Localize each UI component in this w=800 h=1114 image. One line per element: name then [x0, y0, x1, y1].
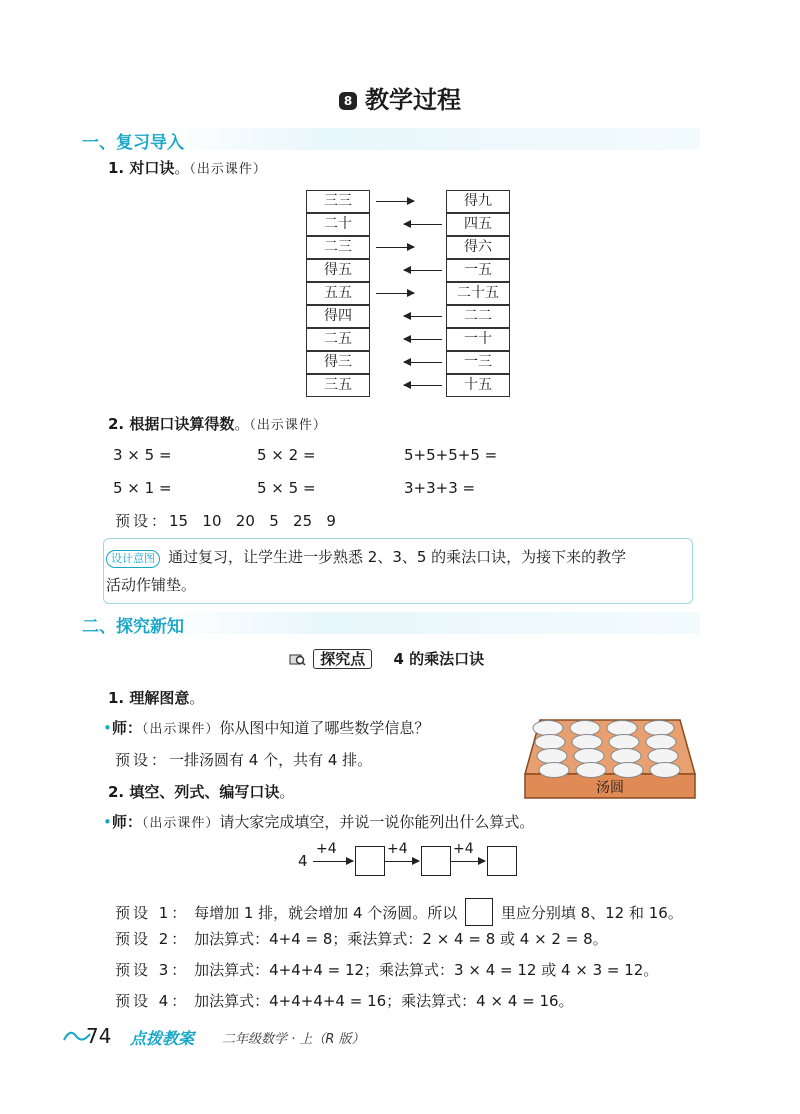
match-right-cell: 十五 [446, 374, 510, 397]
item-label: 1. 对口诀 [108, 159, 175, 177]
right-arrow-icon [376, 293, 414, 294]
page-title [0, 80, 800, 115]
left-arrow-icon [404, 316, 442, 317]
chain-step-label: +4 [453, 841, 474, 857]
step-label: 2. 填空、列式、编写口诀 [108, 783, 280, 801]
section-heading-review: 一、复习导入 [82, 133, 184, 153]
preset-text: 加法算式：4+4 = 8；乘法算式：2 × 4 = 8 或 4 × 2 = 8。 [194, 930, 608, 948]
item-note: （出示课件） [189, 162, 267, 177]
brand-logo: 点拨教案 [130, 1029, 195, 1048]
section-number-icon: 8 [339, 92, 357, 110]
magnifier-icon [288, 649, 306, 671]
preset-label: 预设 3： [115, 961, 190, 979]
item-period: 。 [174, 159, 190, 177]
tangyuan-ball [535, 735, 565, 750]
preset-text: 加法算式：4+4+4 = 12；乘法算式：3 × 4 = 12 或 4 × 3 = 12。 [194, 961, 659, 979]
right-arrow-icon [376, 201, 414, 202]
tangyuan-ball [537, 749, 567, 764]
calc-problem: 3 × 5 = [113, 446, 172, 464]
chain-step-label: +4 [316, 841, 337, 857]
preset-line [115, 960, 658, 980]
item-heading [108, 414, 327, 436]
left-arrow-icon [404, 339, 442, 340]
match-right-cell: 一十 [446, 328, 510, 351]
match-right-cell: 二十五 [446, 282, 510, 305]
answer-box [421, 846, 451, 876]
preset-line [115, 898, 683, 926]
match-left-cell: 三五 [306, 374, 370, 397]
step-period: 。 [189, 689, 205, 707]
preset-label: 预设： [115, 751, 170, 769]
teacher-text: 请大家完成填空，并说一说你能列出什么算式。 [219, 813, 535, 831]
item-period: 。 [234, 415, 250, 433]
tangyuan-ball [644, 721, 674, 736]
preset-answers [115, 510, 336, 531]
tangyuan-ball [574, 749, 604, 764]
tangyuan-ball [646, 735, 676, 750]
tangyuan-ball [539, 763, 569, 778]
bullet-icon: • [103, 813, 112, 831]
right-arrow-icon [376, 247, 414, 248]
calc-problem: 5 × 1 = [113, 479, 172, 497]
right-arrow-icon [451, 861, 485, 862]
match-left-cell: 二十 [306, 213, 370, 236]
page-title-text: 教学过程 [365, 86, 461, 114]
preset-label: 预设： [115, 512, 170, 530]
teacher-note: （出示课件） [141, 722, 220, 737]
match-right-cell: 一五 [446, 259, 510, 282]
teacher-line [103, 812, 534, 834]
preset-text: 加法算式：4+4+4+4 = 16；乘法算式：4 × 4 = 16。 [194, 992, 574, 1010]
step-period: 。 [279, 783, 295, 801]
preset-text: 里应分别填 8、12 和 16。 [500, 904, 683, 922]
match-left-cell: 得三 [306, 351, 370, 374]
tangyuan-ball [570, 721, 600, 736]
tangyuan-ball [611, 749, 641, 764]
teacher-label: 师： [111, 813, 142, 831]
preset-line [115, 991, 574, 1011]
left-arrow-icon [404, 270, 442, 271]
left-arrow-icon [404, 385, 442, 386]
calc-problem: 5 × 5 = [257, 479, 316, 497]
right-arrow-icon [313, 861, 353, 862]
match-left-cell: 五五 [306, 282, 370, 305]
preset-line [115, 929, 608, 949]
teacher-label: 师： [111, 719, 142, 737]
explore-title: 4 的乘法口诀 [393, 650, 485, 668]
tangyuan-ball [576, 763, 606, 778]
step-label: 1. 理解图意 [108, 689, 190, 707]
tangyuan-ball [613, 763, 643, 778]
match-left-cell: 二三 [306, 236, 370, 259]
left-arrow-icon [404, 362, 442, 363]
answer-box [487, 846, 517, 876]
preset-text: 每增加 1 排，就会增加 4 个汤圆。所以 [194, 904, 458, 922]
preset-label: 预设 2： [115, 930, 190, 948]
teacher-text: 你从图中知道了哪些数学信息？ [219, 719, 430, 737]
step-heading [108, 782, 294, 802]
tangyuan-box-image [520, 712, 700, 802]
design-intent-text-2: 活动作铺垫。 [106, 576, 197, 594]
preset-label: 预设 1： [115, 904, 190, 922]
left-arrow-icon [404, 224, 442, 225]
preset-line [115, 750, 372, 770]
match-right-cell: 得六 [446, 236, 510, 259]
item-label: 2. 根据口诀算得数 [108, 415, 235, 433]
match-right-cell: 一三 [446, 351, 510, 374]
calc-problem: 5+5+5+5 = [404, 446, 498, 464]
preset-text: 一排汤圆有 4 个，共有 4 排。 [169, 751, 373, 769]
book-title: 二年级数学 · 上（R 版） [222, 1032, 365, 1047]
step-heading [108, 688, 204, 708]
match-left-cell: 三三 [306, 190, 370, 213]
tangyuan-ball [650, 763, 680, 778]
chain-step-label: +4 [387, 841, 408, 857]
calc-problem: 3+3+3 = [404, 479, 476, 497]
image-caption: 汤圆 [596, 780, 624, 796]
match-left-cell: 得五 [306, 259, 370, 282]
section-heading-explore: 二、探究新知 [82, 617, 184, 637]
tangyuan-ball [607, 721, 637, 736]
match-right-cell: 二二 [446, 305, 510, 328]
tangyuan-ball [609, 735, 639, 750]
page-number: 74 [86, 1024, 112, 1048]
explore-tag: 探究点 [313, 649, 372, 669]
right-arrow-icon [385, 861, 419, 862]
match-right-cell: 得九 [446, 190, 510, 213]
preset-values: 15 10 20 5 25 9 [169, 512, 336, 530]
chain-start: 4 [298, 852, 308, 870]
teacher-line [103, 718, 429, 740]
match-left-cell: 二五 [306, 328, 370, 351]
answer-box [355, 846, 385, 876]
explore-point [288, 648, 484, 671]
answer-box [465, 898, 493, 926]
design-intent-tag: 设计意图 [106, 550, 160, 568]
tangyuan-ball [572, 735, 602, 750]
design-intent [106, 543, 686, 599]
bullet-icon: • [103, 719, 112, 737]
match-left-cell: 得四 [306, 305, 370, 328]
item-note: （出示课件） [249, 418, 327, 433]
teacher-note: （出示课件） [141, 816, 220, 831]
match-right-cell: 四五 [446, 213, 510, 236]
preset-label: 预设 4： [115, 992, 190, 1010]
item-heading [108, 158, 267, 180]
tangyuan-ball [648, 749, 678, 764]
design-intent-text: 通过复习，让学生进一步熟悉 2、3、5 的乘法口诀，为接下来的教学 [168, 548, 627, 566]
tangyuan-ball [533, 721, 563, 736]
calc-problem: 5 × 2 = [257, 446, 316, 464]
